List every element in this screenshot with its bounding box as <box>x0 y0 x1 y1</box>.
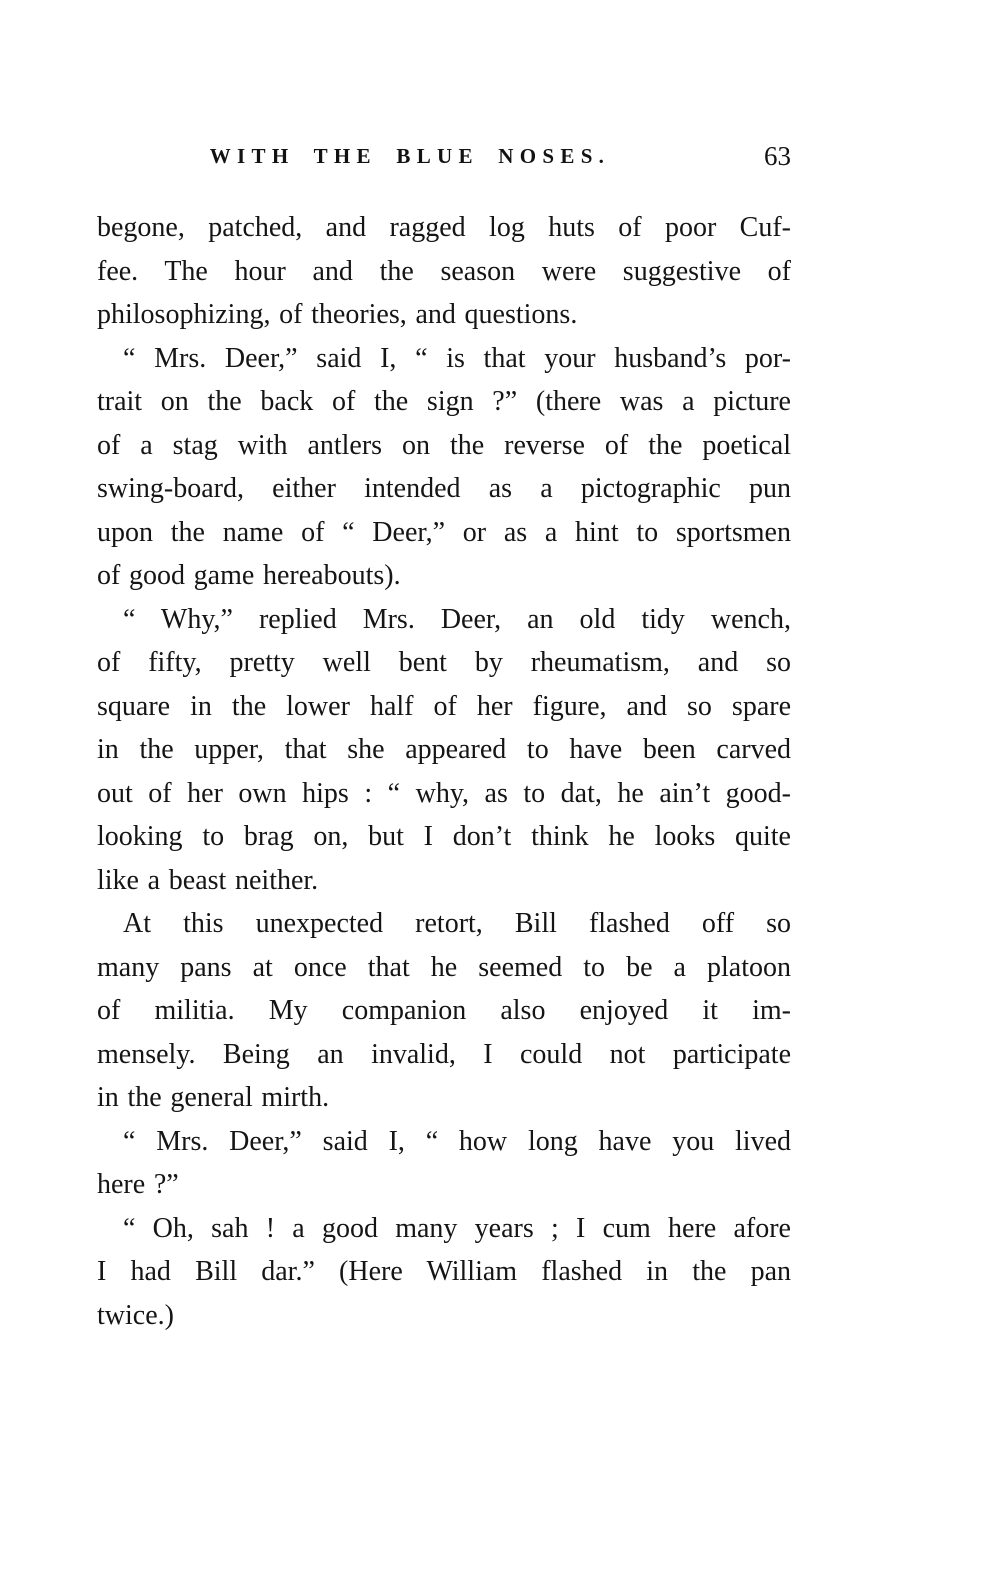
paragraph <box>97 598 791 903</box>
text-line: out of her own hips : “ why, as to dat, he ain’t good- <box>97 777 791 809</box>
text-line: mensely. Being an invalid, I could not participate <box>97 1038 791 1070</box>
paragraph <box>97 1120 791 1207</box>
text-line: “ Mrs. Deer,” said I, “ is that your husband’s por- <box>123 342 791 374</box>
text-line: here ?” <box>97 1169 179 1200</box>
body-text <box>97 206 791 1337</box>
text-line: square in the lower half of her figure, and so spare <box>97 690 791 722</box>
paragraph <box>97 206 791 337</box>
paragraph <box>97 1207 791 1338</box>
text-line: of good game hereabouts). <box>97 560 401 591</box>
page-number: 63 <box>764 141 791 171</box>
text-line: I had Bill dar.” (Here William flashed in the pan <box>97 1256 791 1287</box>
text-line: of militia. My companion also enjoyed it im- <box>97 995 791 1026</box>
paragraph <box>97 337 791 598</box>
text-line: of fifty, pretty well bent by rheumatism, and so <box>97 647 791 678</box>
text-block <box>97 141 791 1337</box>
text-line: begone, patched, and ragged log huts of poor Cuf- <box>97 212 791 243</box>
text-line: like a beast neither. <box>97 864 319 896</box>
text-line: twice.) <box>97 1299 174 1331</box>
text-line: trait on the back of the sign ?” (there was a picture <box>97 386 791 417</box>
text-line: in the general mirth. <box>97 1082 330 1113</box>
text-line: swing-board, either intended as a pictographic pun <box>97 473 791 504</box>
text-line: in the upper, that she appeared to have been carved <box>97 734 791 765</box>
text-line: many pans at once that he seemed to be a platoon <box>97 951 791 983</box>
text-line: “ Mrs. Deer,” said I, “ how long have you lived <box>123 1125 791 1157</box>
text-line: “ Oh, sah ! a good many years ; I cum here afore <box>123 1212 791 1244</box>
running-header <box>97 141 791 171</box>
text-line: looking to brag on, but I don’t think he looks quite <box>97 821 791 852</box>
text-line: of a stag with antlers on the reverse of the poetical <box>97 429 791 461</box>
text-line: upon the name of “ Deer,” or as a hint to sportsmen <box>97 516 791 548</box>
text-line: fee. The hour and the season were suggestive of <box>97 255 791 287</box>
text-line: At this unexpected retort, Bill flashed off so <box>123 908 791 939</box>
running-header-title: WITH THE BLUE NOSES. <box>209 144 611 168</box>
text-line: “ Why,” replied Mrs. Deer, an old tidy wench, <box>123 603 791 635</box>
paragraph <box>97 902 791 1120</box>
text-line: philosophizing, of theories, and questions. <box>97 299 578 330</box>
